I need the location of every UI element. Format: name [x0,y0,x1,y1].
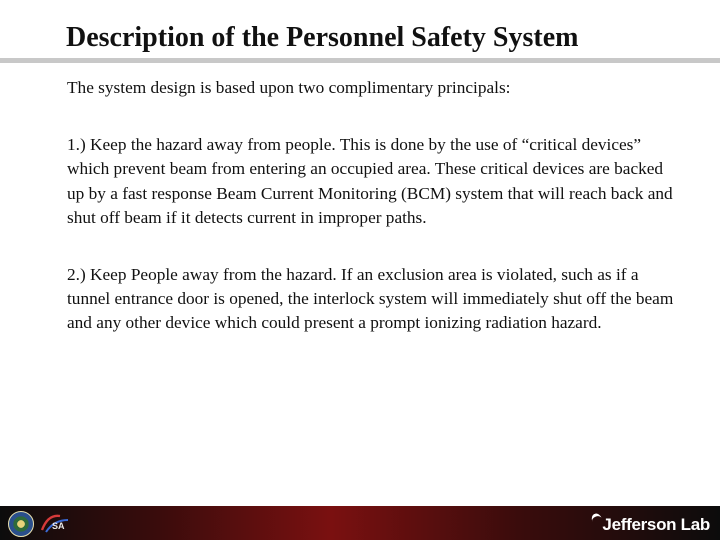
point-1-paragraph: 1.) Keep the hazard away from people. This is done by the use of “critical devices” which prevent beam from entering an occupied area. These critical devices are backed up by a fast response Beam Current Monitoring (BCM) system that will reach back and shut off beam if it detects current in improper paths. [67,135,673,227]
jefferson-lab-logo [594,514,710,536]
jefferson-lab-wordmark: Jefferson Lab [602,515,710,534]
jefferson-lab-swoosh-icon [590,512,604,528]
doe-seal-icon [8,511,34,537]
slide-title: Description of the Personnel Safety System [66,22,579,53]
point-2-paragraph: 2.) Keep People away from the hazard. If an exclusion area is violated, such as if a tunnel entrance door is opened, the interlock system will immediately shut off the beam and any other device which could present a prompt ionizing radiation hazard. [67,265,674,333]
intro-paragraph: The system design is based upon two complimentary principals: [67,78,511,97]
slide-body [67,76,677,336]
svg-text:SA: SA [52,521,65,531]
title-divider [0,58,720,63]
jsa-logo-icon [38,510,74,536]
